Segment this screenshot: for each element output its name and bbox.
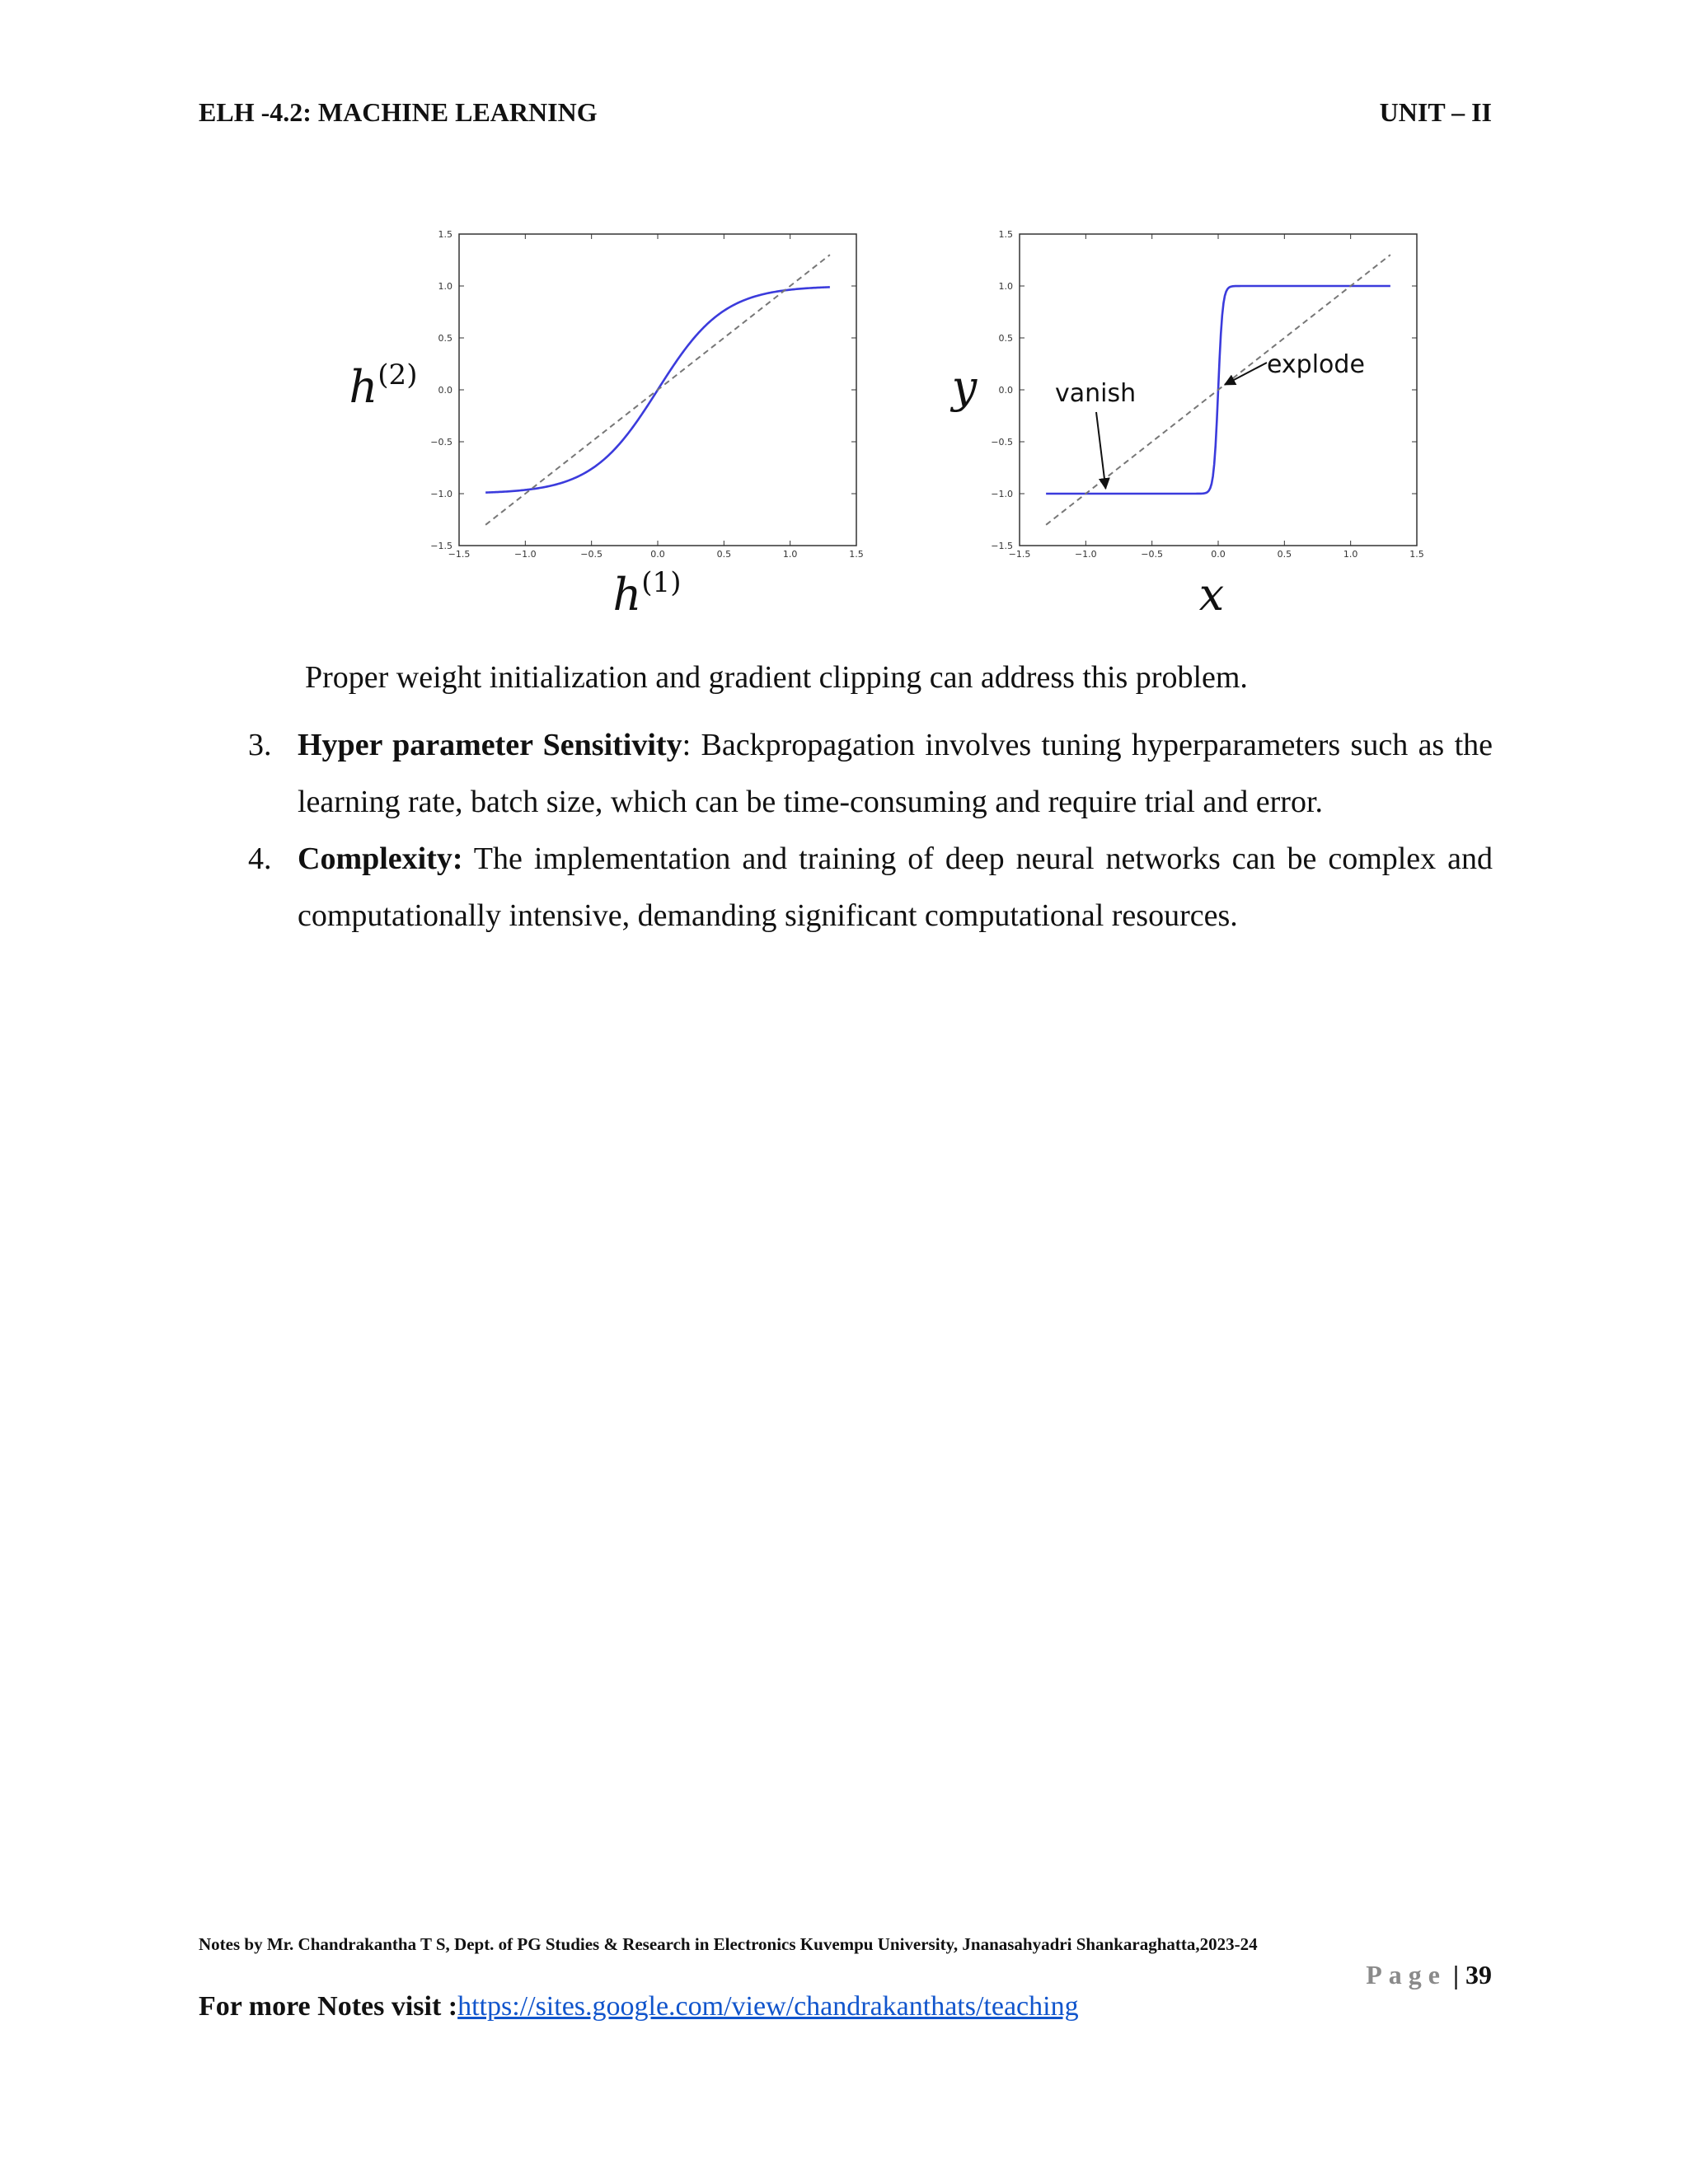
x-axis-label: $h^{(1)}$	[612, 566, 682, 621]
y-tick-label: −0.5	[430, 437, 452, 448]
y-tick-label: 0.0	[438, 385, 452, 396]
x-tick-label: 0.5	[716, 549, 732, 560]
list-item-text: : Backpropagation involves tuning hyperparameters such as the learning rate, batch size, which can be time-consuming and require trial and error.	[298, 728, 1493, 819]
x-tick-label: 0.0	[650, 549, 665, 560]
continuation-text: Proper weight initialization and gradient clipping can address this problem.	[305, 660, 1248, 695]
x-tick-label: −0.5	[1141, 549, 1164, 560]
list-item-term: Hyper parameter Sensitivity	[298, 728, 682, 762]
x-tick-label: 1.5	[849, 549, 864, 560]
y-tick-label: −1.0	[430, 489, 452, 499]
y-tick-label: 1.0	[438, 281, 452, 292]
y-tick-label: −1.5	[430, 541, 452, 551]
page-number-block	[1366, 1960, 1492, 1990]
footer-visit	[199, 1991, 1079, 2022]
y-tick-label: 1.0	[998, 281, 1013, 292]
y-tick-label: 0.5	[438, 333, 452, 344]
x-tick-label: 1.0	[782, 549, 798, 560]
y-tick-label: −1.5	[991, 541, 1013, 551]
list-item-text: The implementation and training of deep neural networks can be complex and computationally intensive, demanding significant computational resources.	[298, 841, 1493, 933]
header-unit: UNIT – II	[1379, 97, 1492, 127]
x-tick-label: −0.5	[580, 549, 603, 560]
y-tick-label: 0.0	[998, 385, 1013, 396]
annotation-explode: explode	[1267, 350, 1365, 379]
notes-link[interactable]: https://sites.google.com/view/chandrakanthats/teaching	[457, 1991, 1079, 2022]
x-tick-label: 0.5	[1277, 549, 1292, 560]
y-axis-label: y	[951, 361, 978, 413]
footer-notes: Notes by Mr. Chandrakantha T S, Dept. of PG Studies & Research in Electronics Kuvempu University, Jnanasahyadri Shankaraghatta,2023-24	[199, 1934, 1258, 1954]
header-course-title: ELH -4.2: MACHINE LEARNING	[199, 97, 598, 127]
list-item-term: Complexity:	[298, 841, 463, 876]
x-tick-label: −1.0	[1074, 549, 1097, 560]
page-separator: |	[1452, 1960, 1459, 1990]
y-tick-label: 1.5	[998, 229, 1013, 240]
x-tick-label: −1.5	[1008, 549, 1031, 560]
chart-panel-2	[950, 229, 1424, 621]
y-tick-label: 1.5	[438, 229, 452, 240]
visit-label: For more Notes visit :	[199, 1991, 458, 2022]
y-tick-label: −0.5	[991, 437, 1013, 448]
x-tick-label: 1.5	[1409, 549, 1424, 560]
chart-panel-1	[349, 229, 864, 621]
list-number: 4.	[248, 841, 272, 876]
x-tick-label: −1.0	[513, 549, 537, 560]
list-item-body	[298, 717, 1493, 831]
y-tick-label: 0.5	[998, 333, 1013, 344]
list-item-complexity	[248, 831, 1493, 944]
annotation-vanish: vanish	[1055, 379, 1137, 408]
page-label: Page	[1366, 1960, 1447, 1990]
x-axis-label: x	[1198, 569, 1225, 621]
x-tick-label: −1.5	[448, 549, 471, 560]
page-number: 39	[1465, 1960, 1492, 1990]
y-axis-label: $h^{(2)}$	[349, 359, 418, 413]
y-tick-label: −1.0	[991, 489, 1013, 499]
list-item-body	[298, 831, 1493, 944]
x-tick-label: 1.0	[1343, 549, 1358, 560]
figures-area	[0, 0, 1688, 643]
list-number: 3.	[248, 728, 272, 762]
list-item-hyperparameter	[248, 717, 1493, 831]
x-tick-label: 0.0	[1211, 549, 1226, 560]
